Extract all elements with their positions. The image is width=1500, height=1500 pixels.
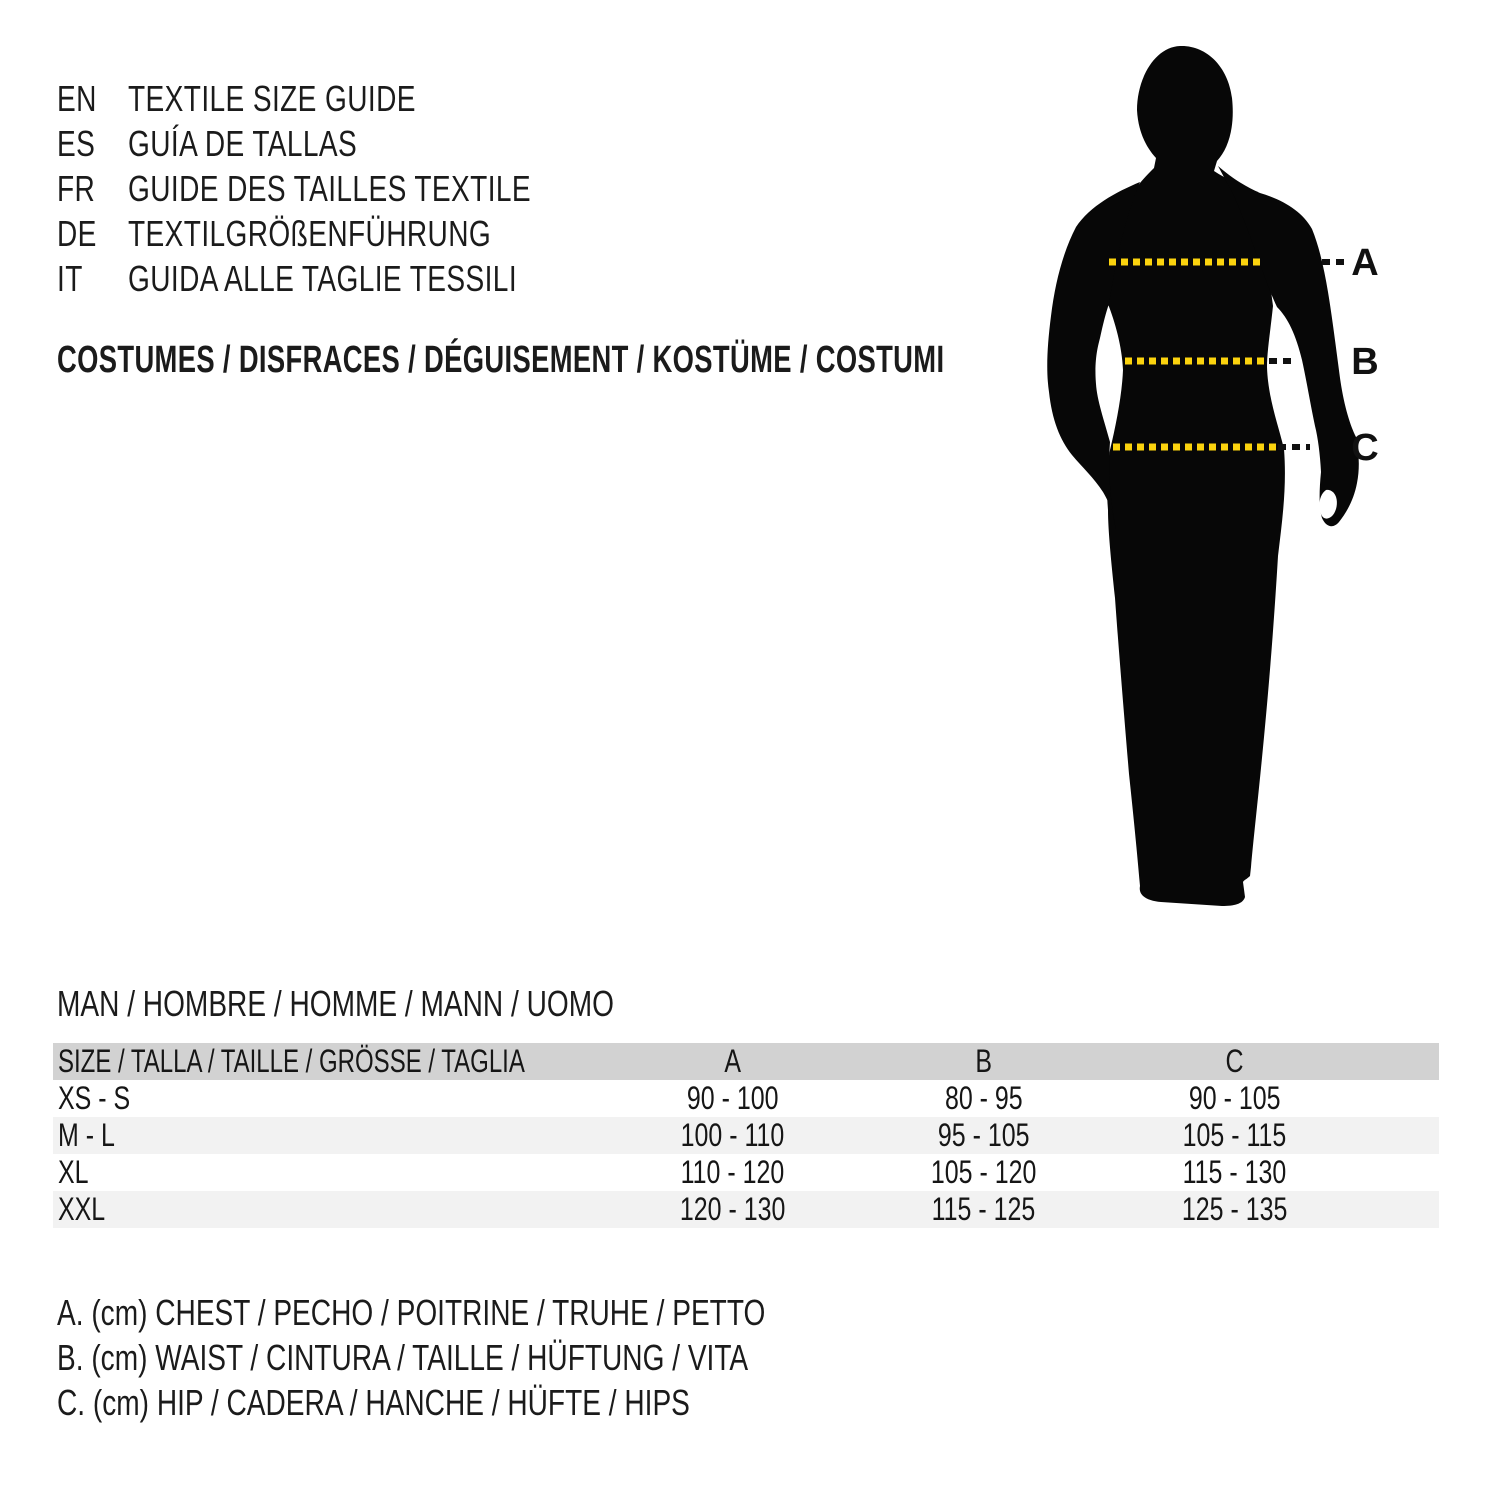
header-col-b: B: [858, 1043, 1109, 1080]
waist-cell: 80 - 95: [944, 1080, 1023, 1116]
header-col-c: C: [1109, 1043, 1360, 1080]
table-row-xxl: [53, 1191, 1439, 1228]
language-row-fr: [57, 166, 645, 211]
language-label: TEXTILGRÖßENFÜHRUNG: [128, 212, 492, 254]
category-title: COSTUMES / DISFRACES / DÉGUISEMENT / KOSTÜME / COSTUMI: [57, 339, 945, 381]
chest-cell: 110 - 120: [680, 1154, 785, 1190]
size-table-header-row: [53, 1043, 1439, 1080]
chest-cell: 120 - 130: [607, 1191, 858, 1228]
size-cell: XXL: [53, 1191, 607, 1228]
size-table: [53, 1043, 1439, 1228]
language-row-it: [57, 256, 645, 301]
language-list: [57, 76, 645, 301]
marker-label-b: B: [1351, 341, 1379, 383]
waist-cell: 95 - 105: [858, 1117, 1109, 1154]
header-filler: [1360, 1043, 1439, 1080]
header-col-a: A: [607, 1043, 858, 1080]
hip-cell: 105 - 115: [1109, 1117, 1360, 1154]
gender-heading: MAN / HOMBRE / HOMME / MANN / UOMO: [57, 983, 614, 1024]
man-body-shape: [1106, 46, 1285, 906]
legend-row-waist: B. (cm) WAIST / CINTURA / TAILLE / HÜFTUNG / VITA: [57, 1336, 749, 1378]
hip-cell: 125 - 135: [1109, 1191, 1360, 1228]
measurement-legend: [57, 1290, 965, 1425]
language-code: EN: [57, 77, 97, 119]
language-row-en: [57, 76, 645, 121]
man-silhouette-figure: [1020, 40, 1390, 920]
table-row-xl: [53, 1154, 1439, 1191]
table-row-xs-s: [53, 1080, 1439, 1117]
language-label: TEXTILE SIZE GUIDE: [128, 77, 416, 119]
chest-cell: 100 - 110: [607, 1117, 858, 1154]
language-label: GUIDA ALLE TAGLIE TESSILI: [128, 257, 518, 299]
table-row-m-l: [53, 1117, 1439, 1154]
language-row-de: [57, 211, 645, 256]
size-cell: XS - S: [58, 1080, 131, 1116]
size-cell: XL: [58, 1154, 89, 1190]
language-code: DE: [57, 212, 97, 254]
marker-label-c: C: [1351, 427, 1379, 469]
legend-row-hip: C. (cm) HIP / CADERA / HANCHE / HÜFTE / HIPS: [57, 1381, 690, 1423]
language-row-es: [57, 121, 645, 166]
header-size-label: SIZE / TALLA / TAILLE / GRÖSSE / TAGLIA: [53, 1043, 607, 1080]
legend-row-chest: A. (cm) CHEST / PECHO / POITRINE / TRUHE / PETTO: [57, 1291, 766, 1333]
language-label: GUÍA DE TALLAS: [128, 122, 358, 164]
language-code: IT: [57, 257, 83, 299]
waist-cell: 105 - 120: [930, 1154, 1037, 1190]
language-label: GUIDE DES TAILLES TEXTILE: [128, 167, 532, 209]
language-code: FR: [57, 167, 96, 209]
language-code: ES: [57, 122, 96, 164]
chest-cell: 90 - 100: [686, 1080, 779, 1116]
size-cell: M - L: [53, 1117, 607, 1154]
waist-cell: 115 - 125: [858, 1191, 1109, 1228]
hip-cell: 90 - 105: [1188, 1080, 1281, 1116]
marker-label-a: A: [1351, 242, 1379, 284]
hip-cell: 115 - 130: [1182, 1154, 1287, 1190]
